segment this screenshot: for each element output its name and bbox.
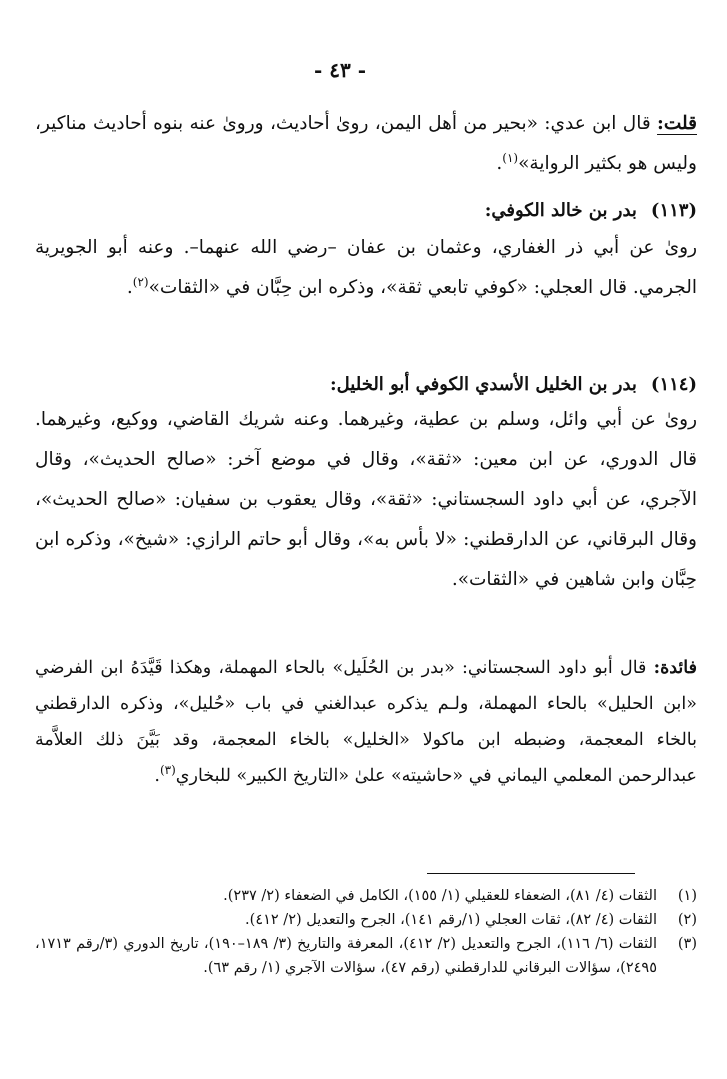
qultu-label: قلت:: [657, 113, 697, 134]
footnote-3-number: (٣): [677, 936, 697, 952]
entry-113-paragraph: [35, 228, 697, 308]
footnote-marker-3: (٣): [159, 763, 176, 778]
footnote-1-text: الثقات (٤/ ٨١)، الضعفاء للعقيلي (١/ ١٥٥)، الكامل في الضعفاء (٢/ ٢٣٧).: [223, 888, 657, 904]
entry-113-title: بدر بن خالد الكوفي:: [484, 200, 637, 221]
entry-114-number: (١١٤): [650, 374, 697, 395]
page-number: - ٤٣ -: [313, 58, 366, 82]
faida-text: قال أبو داود السجستاني: «بدر بن الحُلَيل» بالحاء المهملة، وهكذا قَيَّدَهُ ابن الفرضي «ابن الحليل» بالحاء المهملة، ولـم يذكره عبدالغني في باب «حُليل»، وذكره الدارقطني بالخاء المعجمة، وضبطه ابن ماكولا «الخليل» بالخاء المعجمة، وقد بَيَّنَ ذلك العلاَّمة عبدالرحمن المعلمي اليماني في «حاشيته» علىٰ «التاريخ الكبير» للبخاري: [35, 658, 697, 786]
entry-113-heading: [35, 196, 697, 226]
footnote-divider: [427, 873, 635, 874]
entry-113-text: روىٰ عن أبي ذر الغفاري، وعثمان بن عفان –رضي الله عنهما–. وعنه أبو الجويرية الجرمي. قال العجلي: «كوفي تابعي ثقة»، وذكره ابن حِبَّان في «الثقات»: [35, 237, 697, 298]
footnote-3: [35, 932, 697, 980]
intro-paragraph: [35, 104, 697, 184]
entry-114-title: بدر بن الخليل الأسدي الكوفي أبو الخليل:: [330, 374, 637, 395]
entry-114-text: روىٰ عن أبي وائل، وسلم بن عطية، وغيرهما. وعنه شريك القاضي، ووكيع، وغيرهما. قال الدوري، عن ابن معين: «ثقة»، وقال في موضع آخر: «صالح الحديث»، وقال الآجري، عن أبي داود السجستاني: «ثقة»، وقال يعقوب بن سفيان: «صالح الحديث»، وقال البرقاني، عن الدارقطني: «لا بأس به»، وقال أبو حاتم الرازي: «شيخ»، وذكره ابن حِبَّان وابن شاهين في «الثقات».: [35, 409, 697, 590]
footnote-2-number: (٢): [677, 912, 697, 928]
intro-end: .: [496, 153, 503, 174]
footnote-marker-1: (١): [502, 150, 519, 165]
footnote-marker-2: (٢): [132, 274, 149, 289]
footnote-2-text: الثقات (٤/ ٨٢)، ثقات العجلي (١/رقم ١٤١)، الجرح والتعديل (٢/ ٤١٢).: [245, 912, 657, 928]
faida-end: .: [154, 766, 160, 786]
footnote-2: [35, 908, 697, 932]
intro-text: قال ابن عدي: «بحير من أهل اليمن، روىٰ أحاديث، وروىٰ عنه بنوه أحاديث مناكير، وليس هو بكثير الرواية»: [35, 113, 697, 174]
footnotes: [35, 884, 697, 980]
entry-114-paragraph: [35, 400, 697, 600]
footnote-1-number: (١): [677, 888, 697, 904]
faida-paragraph: [35, 650, 697, 794]
footnote-3-text: الثقات (٦/ ١١٦)، الجرح والتعديل (٢/ ٤١٢)، المعرفة والتاريخ (٣/ ١٨٩–١٩٠)، تاريخ الدوري (٣/رقم ١٧١٣، ٢٤٩٥)، سؤالات البرقاني للدارقطني (رقم ٤٧)، سؤالات الآجري (١/ رقم ٦٣).: [35, 936, 657, 976]
footnote-1: [35, 884, 697, 908]
entry-113-end: .: [126, 277, 133, 298]
entry-114-heading: [35, 370, 697, 400]
faida-label: فائدة:: [653, 658, 697, 678]
entry-113-number: (١١٣): [650, 200, 697, 221]
